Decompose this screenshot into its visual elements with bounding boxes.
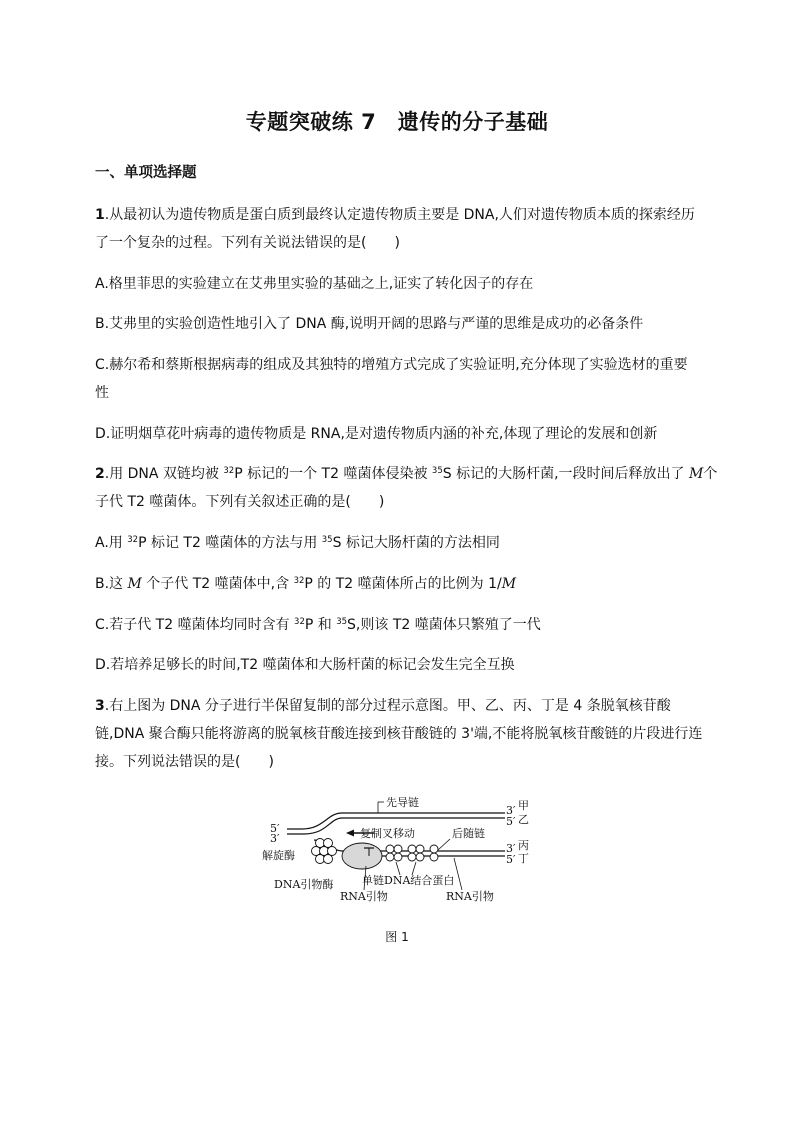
ssb-protein: [430, 853, 438, 861]
q2-a-part: S 标记大肠杆菌的方法相同: [332, 535, 500, 551]
page-title: 专题突破练 7 遗传的分子基础: [245, 110, 549, 134]
label-5-prime-top: 5′: [506, 815, 516, 828]
label-yi: 乙: [518, 813, 529, 826]
q2-a-sup: 35: [321, 535, 333, 545]
q2-b-part: P 的 T2 噬菌体所占的比例为 1/: [304, 576, 502, 592]
label-jia: 甲: [518, 799, 529, 812]
label-3-prime-left: 3′: [270, 832, 280, 845]
q2-variable-m: M: [127, 576, 142, 592]
q2-variable-m: M: [689, 466, 704, 482]
q3-stem-line-2: 链,DNA 聚合酶只能将游离的脱氧核苷酸连接到核苷酸链的 3'端,不能将脱氧核苷酸链的片段进行连: [95, 726, 703, 742]
q3-stem-line-3: 接。下列说法错误的是( ): [95, 754, 274, 770]
fork-upper-strand-2: [287, 818, 342, 834]
q1-option-c-line-1: C.赫尔希和蔡斯根据病毒的组成及其独特的增殖方式完成了实验证明,充分体现了实验选材的重要: [95, 357, 688, 373]
q2-isotope-sup: 32: [223, 466, 235, 476]
q2-a-part: P 标记 T2 噬菌体的方法与用: [138, 535, 322, 551]
q1-option-a: A.格里菲思的实验建立在艾弗里实验的基础之上,证实了转化因子的存在: [95, 276, 534, 292]
q2-option-c: [95, 614, 541, 634]
q1-option-d: D.证明烟草花叶病毒的遗传物质是 RNA,是对遗传物质内涵的补充,体现了理论的发展和创新: [95, 426, 658, 442]
q1-stem-line-1: [95, 204, 695, 224]
q2-c-sup: 32: [294, 617, 305, 627]
q2-stem-part: 个: [703, 466, 718, 482]
q2-a-part: A.用: [95, 535, 128, 551]
fork-move-arrowhead: [346, 830, 354, 837]
q2-option-a: [95, 532, 500, 552]
q2-option-b: [95, 573, 516, 593]
label-ssb: 单链DNA结合蛋白: [362, 874, 455, 887]
ssb-protein: [430, 845, 438, 853]
q1-stem-line-2: 了一个复杂的过程。下列有关说法错误的是( ): [95, 235, 400, 251]
label-fork-move: 复制叉移动: [360, 827, 415, 840]
section-heading: 一、单项选择题: [95, 165, 197, 181]
q2-stem-part: S 标记的大肠杆菌,一段时间后释放出了: [442, 466, 689, 482]
label-bing: 丙: [518, 839, 529, 852]
q2-stem-part: .用 DNA 双链均被: [104, 466, 224, 482]
q2-stem-line-2: 子代 T2 噬菌体。下列有关叙述正确的是( ): [95, 494, 385, 510]
ssb-protein: [386, 845, 394, 853]
q3-stem-line-1: [95, 695, 671, 715]
ssb-protein: [394, 845, 402, 853]
q1-option-c-line-2: 性: [95, 385, 109, 401]
q2-a-sup: 32: [127, 535, 139, 545]
label-5-prime-left: 5′: [270, 822, 280, 835]
q2-b-sup: 32: [293, 576, 305, 586]
q2-c-sup: 35: [336, 617, 348, 627]
ssb-protein: [416, 853, 424, 861]
q2-b-part: B.这: [95, 576, 128, 592]
q2-stem-line-1: [95, 463, 717, 483]
ssb-protein: [416, 845, 424, 853]
q1-number: 1: [95, 207, 105, 223]
q2-c-part: P 和: [304, 617, 337, 633]
q2-number: 2: [95, 466, 105, 482]
label-helicase: 解旋酶: [262, 849, 295, 862]
label-rna-primer-1: RNA引物: [340, 890, 388, 903]
q2-isotope-sup: 35: [431, 466, 443, 476]
label-ding: 丁: [518, 852, 529, 865]
q1-stem-text-1: .从最初认为遗传物质是蛋白质到最终认定遗传物质主要是 DNA,人们对遗传物质本质的探索经历: [104, 207, 695, 223]
rna-primer-2-pointer: [454, 858, 462, 890]
label-primase: DNA引物酶: [274, 878, 334, 891]
label-3-prime-top: 3′: [506, 804, 516, 817]
label-3-prime-bottom: 3′: [506, 842, 516, 855]
label-rna-primer-2: RNA引物: [446, 890, 494, 903]
q2-option-d: D.若培养足够长的时间,T2 噬菌体和大肠杆菌的标记会发生完全互换: [95, 657, 515, 673]
label-lagging-strand: 后随链: [452, 827, 485, 840]
q2-stem-part: P 标记的一个 T2 噬菌体侵染被: [234, 466, 432, 482]
primase-enzyme: [342, 843, 382, 869]
q2-c-part: C.若子代 T2 噬菌体均同时含有: [95, 617, 295, 633]
q3-number: 3: [95, 698, 105, 714]
q2-b-part: 个子代 T2 噬菌体中,含: [141, 576, 294, 592]
q2-c-part: S,则该 T2 噬菌体只繁殖了一代: [347, 617, 541, 633]
helicase-subunit: [324, 855, 333, 864]
label-leading-strand: 先导链: [386, 796, 419, 809]
dna-replication-diagram: [262, 796, 532, 906]
ssb-protein: [408, 845, 416, 853]
ssb-protein: [394, 853, 402, 861]
lagging-pointer: [438, 839, 450, 850]
q1-option-b: B.艾弗里的实验创造性地引入了 DNA 酶,说明开阔的思路与严谨的思维是成功的必备条件: [95, 316, 644, 332]
label-5-prime-bottom: 5′: [506, 853, 516, 866]
figure-caption: 图 1: [385, 930, 409, 944]
ssb-protein: [386, 853, 394, 861]
ssb-protein: [408, 853, 416, 861]
q3-stem-text-1: .右上图为 DNA 分子进行半保留复制的部分过程示意图。甲、乙、丙、丁是 4 条脱氧核苷酸: [104, 698, 671, 714]
q2-variable-m: M: [501, 576, 517, 592]
